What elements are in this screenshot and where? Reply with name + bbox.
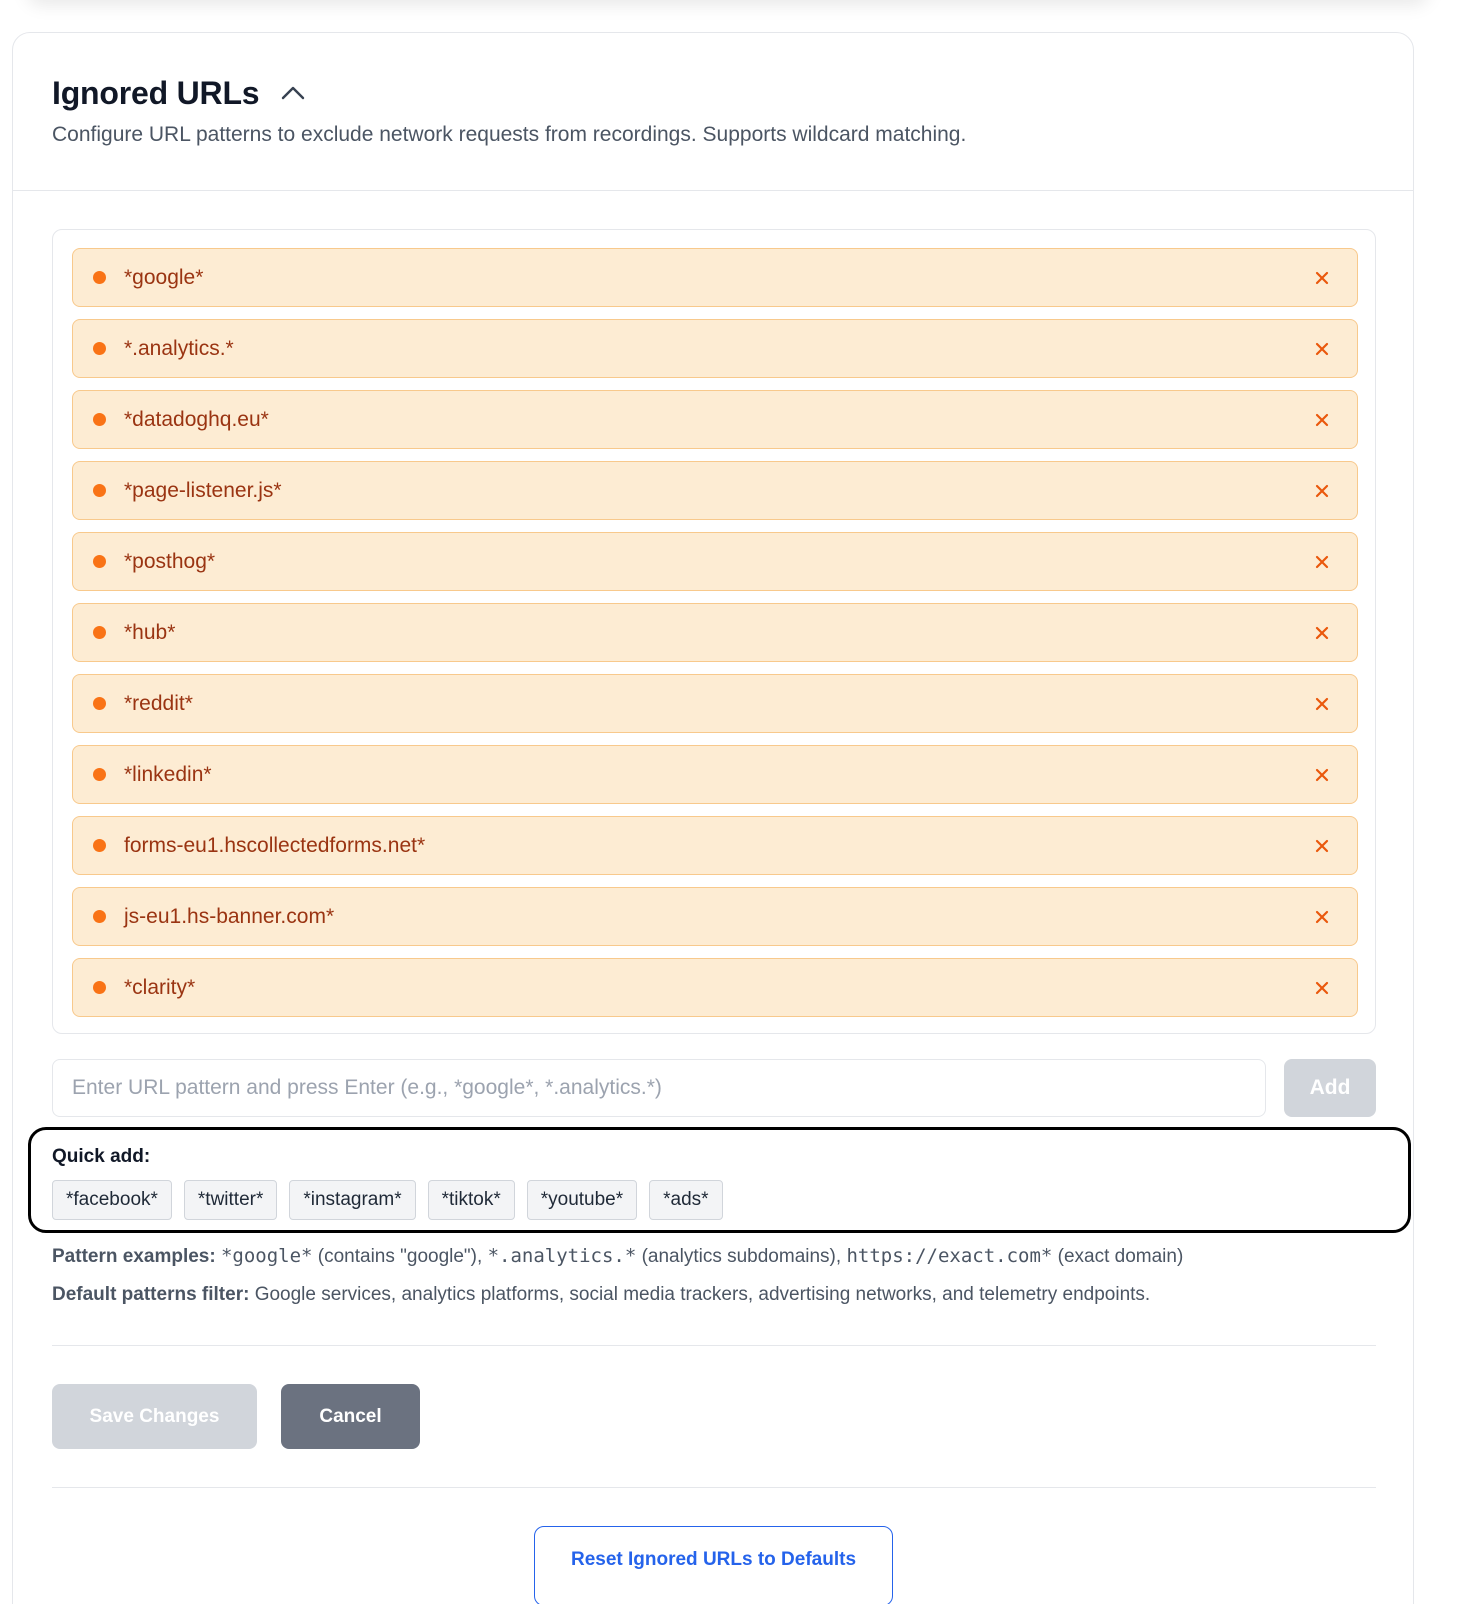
divider [52, 1345, 1376, 1346]
close-icon[interactable] [1313, 695, 1331, 713]
default-patterns-note [52, 1284, 1150, 1306]
pattern-label: *google* [124, 265, 204, 289]
close-icon[interactable] [1313, 411, 1331, 429]
status-dot [93, 626, 106, 639]
pattern-item [72, 248, 1358, 307]
close-icon[interactable] [1313, 553, 1331, 571]
status-dot [93, 271, 106, 284]
quick-add-chip[interactable]: *youtube* [527, 1180, 637, 1220]
example-code-1: *google* [220, 1245, 313, 1267]
ignored-urls-card [12, 32, 1414, 1604]
example-code-2: *.analytics.* [487, 1245, 637, 1267]
status-dot [93, 484, 106, 497]
status-dot [93, 768, 106, 781]
cancel-button[interactable]: Cancel [281, 1384, 420, 1449]
pattern-label: *datadoghq.eu* [124, 407, 269, 431]
quick-add-chip[interactable]: *twitter* [184, 1180, 277, 1220]
pattern-label: *reddit* [124, 691, 193, 715]
pattern-item [72, 958, 1358, 1017]
quick-add-chip[interactable]: *tiktok* [428, 1180, 515, 1220]
section-subtitle: Configure URL patterns to exclude network requests from recordings. Supports wildcard matching. [52, 123, 967, 146]
close-icon[interactable] [1313, 624, 1331, 642]
pattern-label: *linkedin* [124, 762, 212, 786]
pattern-item [72, 816, 1358, 875]
pattern-list-box [52, 229, 1376, 1034]
chevron-up-icon[interactable] [279, 79, 307, 107]
section-title: Ignored URLs [52, 74, 260, 111]
close-icon[interactable] [1313, 269, 1331, 287]
add-button[interactable]: Add [1284, 1059, 1376, 1117]
reset-defaults-button[interactable]: Reset Ignored URLs to Defaults [534, 1526, 893, 1604]
example-desc-1: (contains "google"), [312, 1246, 488, 1267]
example-desc-2: (analytics subdomains), [636, 1246, 847, 1267]
pattern-item [72, 390, 1358, 449]
divider [52, 1487, 1376, 1488]
url-pattern-input[interactable] [52, 1059, 1266, 1117]
pattern-label: forms-eu1.hscollectedforms.net* [124, 833, 426, 857]
pattern-item [72, 674, 1358, 733]
close-icon[interactable] [1313, 340, 1331, 358]
close-icon[interactable] [1313, 979, 1331, 997]
add-pattern-row [52, 1059, 1376, 1117]
example-desc-3: (exact domain) [1052, 1246, 1184, 1267]
pattern-examples-label: Pattern examples: [52, 1246, 216, 1267]
pattern-label: *hub* [124, 620, 176, 644]
status-dot [93, 981, 106, 994]
default-patterns-desc: Google services, analytics platforms, social media trackers, advertising networks, and telemetry endpoints. [249, 1284, 1151, 1305]
default-patterns-label: Default patterns filter: [52, 1284, 250, 1305]
quick-add-chip[interactable]: *instagram* [289, 1180, 415, 1220]
status-dot [93, 555, 106, 568]
pattern-label: *clarity* [124, 975, 196, 999]
status-dot [93, 342, 106, 355]
quick-add-label: Quick add: [52, 1146, 151, 1167]
pattern-item [72, 887, 1358, 946]
pattern-label: *posthog* [124, 549, 216, 573]
quick-add-chip[interactable]: *facebook* [52, 1180, 172, 1220]
pattern-item [72, 319, 1358, 378]
title-row [52, 73, 307, 113]
save-changes-button[interactable]: Save Changes [52, 1384, 257, 1449]
close-icon[interactable] [1313, 908, 1331, 926]
quick-add-chips [52, 1180, 723, 1220]
example-code-3: https://exact.com* [846, 1245, 1053, 1267]
status-dot [93, 413, 106, 426]
close-icon[interactable] [1313, 766, 1331, 784]
quick-add-chip[interactable]: *ads* [649, 1180, 722, 1220]
pattern-label: *.analytics.* [124, 336, 234, 360]
status-dot [93, 910, 106, 923]
pattern-item [72, 461, 1358, 520]
pattern-item [72, 603, 1358, 662]
card-header [13, 33, 1413, 191]
quick-add-section [28, 1127, 1411, 1233]
pattern-list [72, 248, 1358, 1029]
status-dot [93, 697, 106, 710]
pattern-item [72, 532, 1358, 591]
pattern-examples [52, 1245, 1183, 1268]
close-icon[interactable] [1313, 482, 1331, 500]
pattern-label: js-eu1.hs-banner.com* [124, 904, 335, 928]
pattern-label: *page-listener.js* [124, 478, 282, 502]
status-dot [93, 839, 106, 852]
close-icon[interactable] [1313, 837, 1331, 855]
pattern-item [72, 745, 1358, 804]
